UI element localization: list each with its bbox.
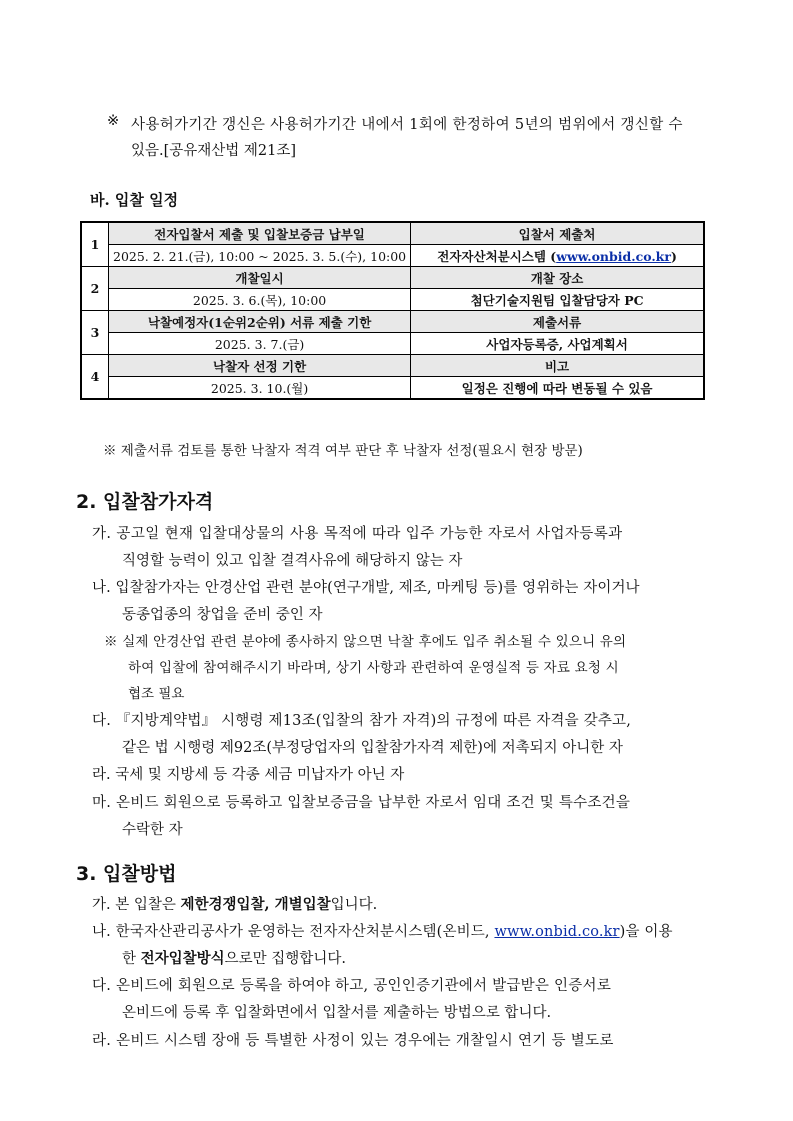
table-cell: 사업자등록증, 사업계획서 <box>411 333 704 355</box>
table-row <box>81 333 704 355</box>
top-note-line1: 사용허가기간 갱신은 사용허가기간 내에서 1회에 한정하여 5년의 범위에서 갱신할 수 <box>131 117 683 133</box>
sec3-na-line1 <box>92 920 673 941</box>
sec3-ga-bold: 제한경쟁입찰, 개별입찰 <box>180 896 331 913</box>
sec3-na2-post: 으로만 집행합니다. <box>224 951 346 967</box>
table-cell: 2025. 2. 21.(금), 10:00 ~ 2025. 3. 5.(수), 10:00 <box>109 245 411 267</box>
sec3-ga-line <box>92 893 377 914</box>
sec2-na-line1: 나. 입찰참가자는 안경산업 관련 분야(연구개발, 제조, 마케팅 등)를 영위하는 자이거나 <box>92 580 640 596</box>
table-row <box>81 245 704 267</box>
sec2-ma-line2: 수락한 자 <box>122 822 183 838</box>
table-row <box>81 267 704 289</box>
row-number: 4 <box>81 355 109 400</box>
onbid-link[interactable]: www.onbid.co.kr <box>556 248 671 264</box>
schedule-table <box>80 221 705 400</box>
row-number: 2 <box>81 267 109 311</box>
onbid-link[interactable]: www.onbid.co.kr <box>494 924 620 940</box>
table-row <box>81 311 704 333</box>
table-row <box>81 377 704 400</box>
sec2-note-line1: ※ 실제 안경산업 관련 분야에 종사하지 않으면 낙찰 후에도 입주 취소될 수 있으니 유의 <box>104 634 627 650</box>
table-header-cell: 낙찰자 선정 기한 <box>109 355 411 377</box>
table-header-cell: 개찰일시 <box>109 267 411 289</box>
schedule-note: ※ 제출서류 검토를 통한 낙찰자 적격 여부 판단 후 낙찰자 선정(필요시 현장 방문) <box>103 443 583 459</box>
table-cell <box>411 245 704 267</box>
sec2-ga-line2: 직영할 능력이 있고 입찰 결격사유에 해당하지 않는 자 <box>122 553 463 569</box>
section3-title: 3. 입찰방법 <box>76 863 177 885</box>
table-cell: 2025. 3. 7.(금) <box>109 333 411 355</box>
sec3-da-line2: 온비드에 등록 후 입찰화면에서 입찰서를 제출하는 방법으로 합니다. <box>122 1005 552 1021</box>
sec3-na2-bold: 전자입찰방식 <box>140 950 225 967</box>
table-header-cell: 개찰 장소 <box>411 267 704 289</box>
sec3-na-pre: 나. 한국자산관리공사가 운영하는 전자자산처분시스템(온비드, <box>92 924 495 940</box>
sec2-ra-line: 라. 국세 및 지방세 등 각종 세금 미납자가 아닌 자 <box>92 767 405 783</box>
table-header-cell: 비고 <box>411 355 704 377</box>
sec3-na2-pre: 한 <box>122 951 141 967</box>
top-note-line2: 있음.[공유재산법 제21조] <box>131 143 297 159</box>
table-cell: 일정은 진행에 따라 변동될 수 있음 <box>411 377 704 400</box>
section2-title: 2. 입찰참가자격 <box>76 491 214 513</box>
table-header-cell: 전자입찰서 제출 및 입찰보증금 납부일 <box>109 222 411 245</box>
note-mark: ※ <box>107 113 120 129</box>
sec2-da-line1: 다. 『지방계약법』 시행령 제13조(입찰의 참가 자격)의 규정에 따른 자격을 갖추고, <box>92 713 632 729</box>
sec3-ra-line1: 라. 온비드 시스템 장애 등 특별한 사정이 있는 경우에는 개찰일시 연기 등 별도로 <box>92 1033 614 1049</box>
sec2-note-line3: 협조 필요 <box>128 686 185 702</box>
table-row <box>81 289 704 311</box>
table-cell: 첨단기술지원팀 입찰담당자 PC <box>411 289 704 311</box>
table-header-cell: 낙찰예정자(1순위2순위) 서류 제출 기한 <box>109 311 411 333</box>
sec3-ga-pre: 가. 본 입찰은 <box>92 897 181 913</box>
table-cell: 2025. 3. 10.(월) <box>109 377 411 400</box>
sec2-ga-line1: 가. 공고일 현재 입찰대상물의 사용 목적에 따라 입주 가능한 자로서 사업자등록과 <box>92 526 623 542</box>
sec3-da-line1: 다. 온비드에 회원으로 등록을 하여야 하고, 공인인증기관에서 발급받은 인증서로 <box>92 978 612 994</box>
table-header-cell: 제출서류 <box>411 311 704 333</box>
sec3-na-line2 <box>122 947 346 968</box>
sec3-ga-post: 입니다. <box>330 897 378 913</box>
sec2-ma-line1: 마. 온비드 회원으로 등록하고 입찰보증금을 납부한 자로서 임대 조건 및 특수조건을 <box>92 795 631 811</box>
row-number: 1 <box>81 222 109 267</box>
sec2-da-line2: 같은 법 시행령 제92조(부정당업자의 입찰참가자격 제한)에 저촉되지 아니한 자 <box>122 740 623 756</box>
table-row <box>81 355 704 377</box>
sec2-note-line2: 하여 입찰에 참여해주시기 바라며, 상기 사항과 관련하여 운영실적 등 자료 요청 시 <box>128 660 619 676</box>
sec2-na-line2: 동종업종의 창업을 준비 중인 자 <box>122 607 323 623</box>
cell-text-end: ) <box>670 248 677 264</box>
row-number: 3 <box>81 311 109 355</box>
schedule-title: 바. 입찰 일정 <box>90 191 179 209</box>
sec3-na-post: )을 이용 <box>619 924 673 940</box>
table-header-cell: 입찰서 제출처 <box>411 222 704 245</box>
table-cell: 2025. 3. 6.(목), 10:00 <box>109 289 411 311</box>
cell-text: 전자자산처분시스템 ( <box>437 248 557 264</box>
table-row <box>81 222 704 245</box>
